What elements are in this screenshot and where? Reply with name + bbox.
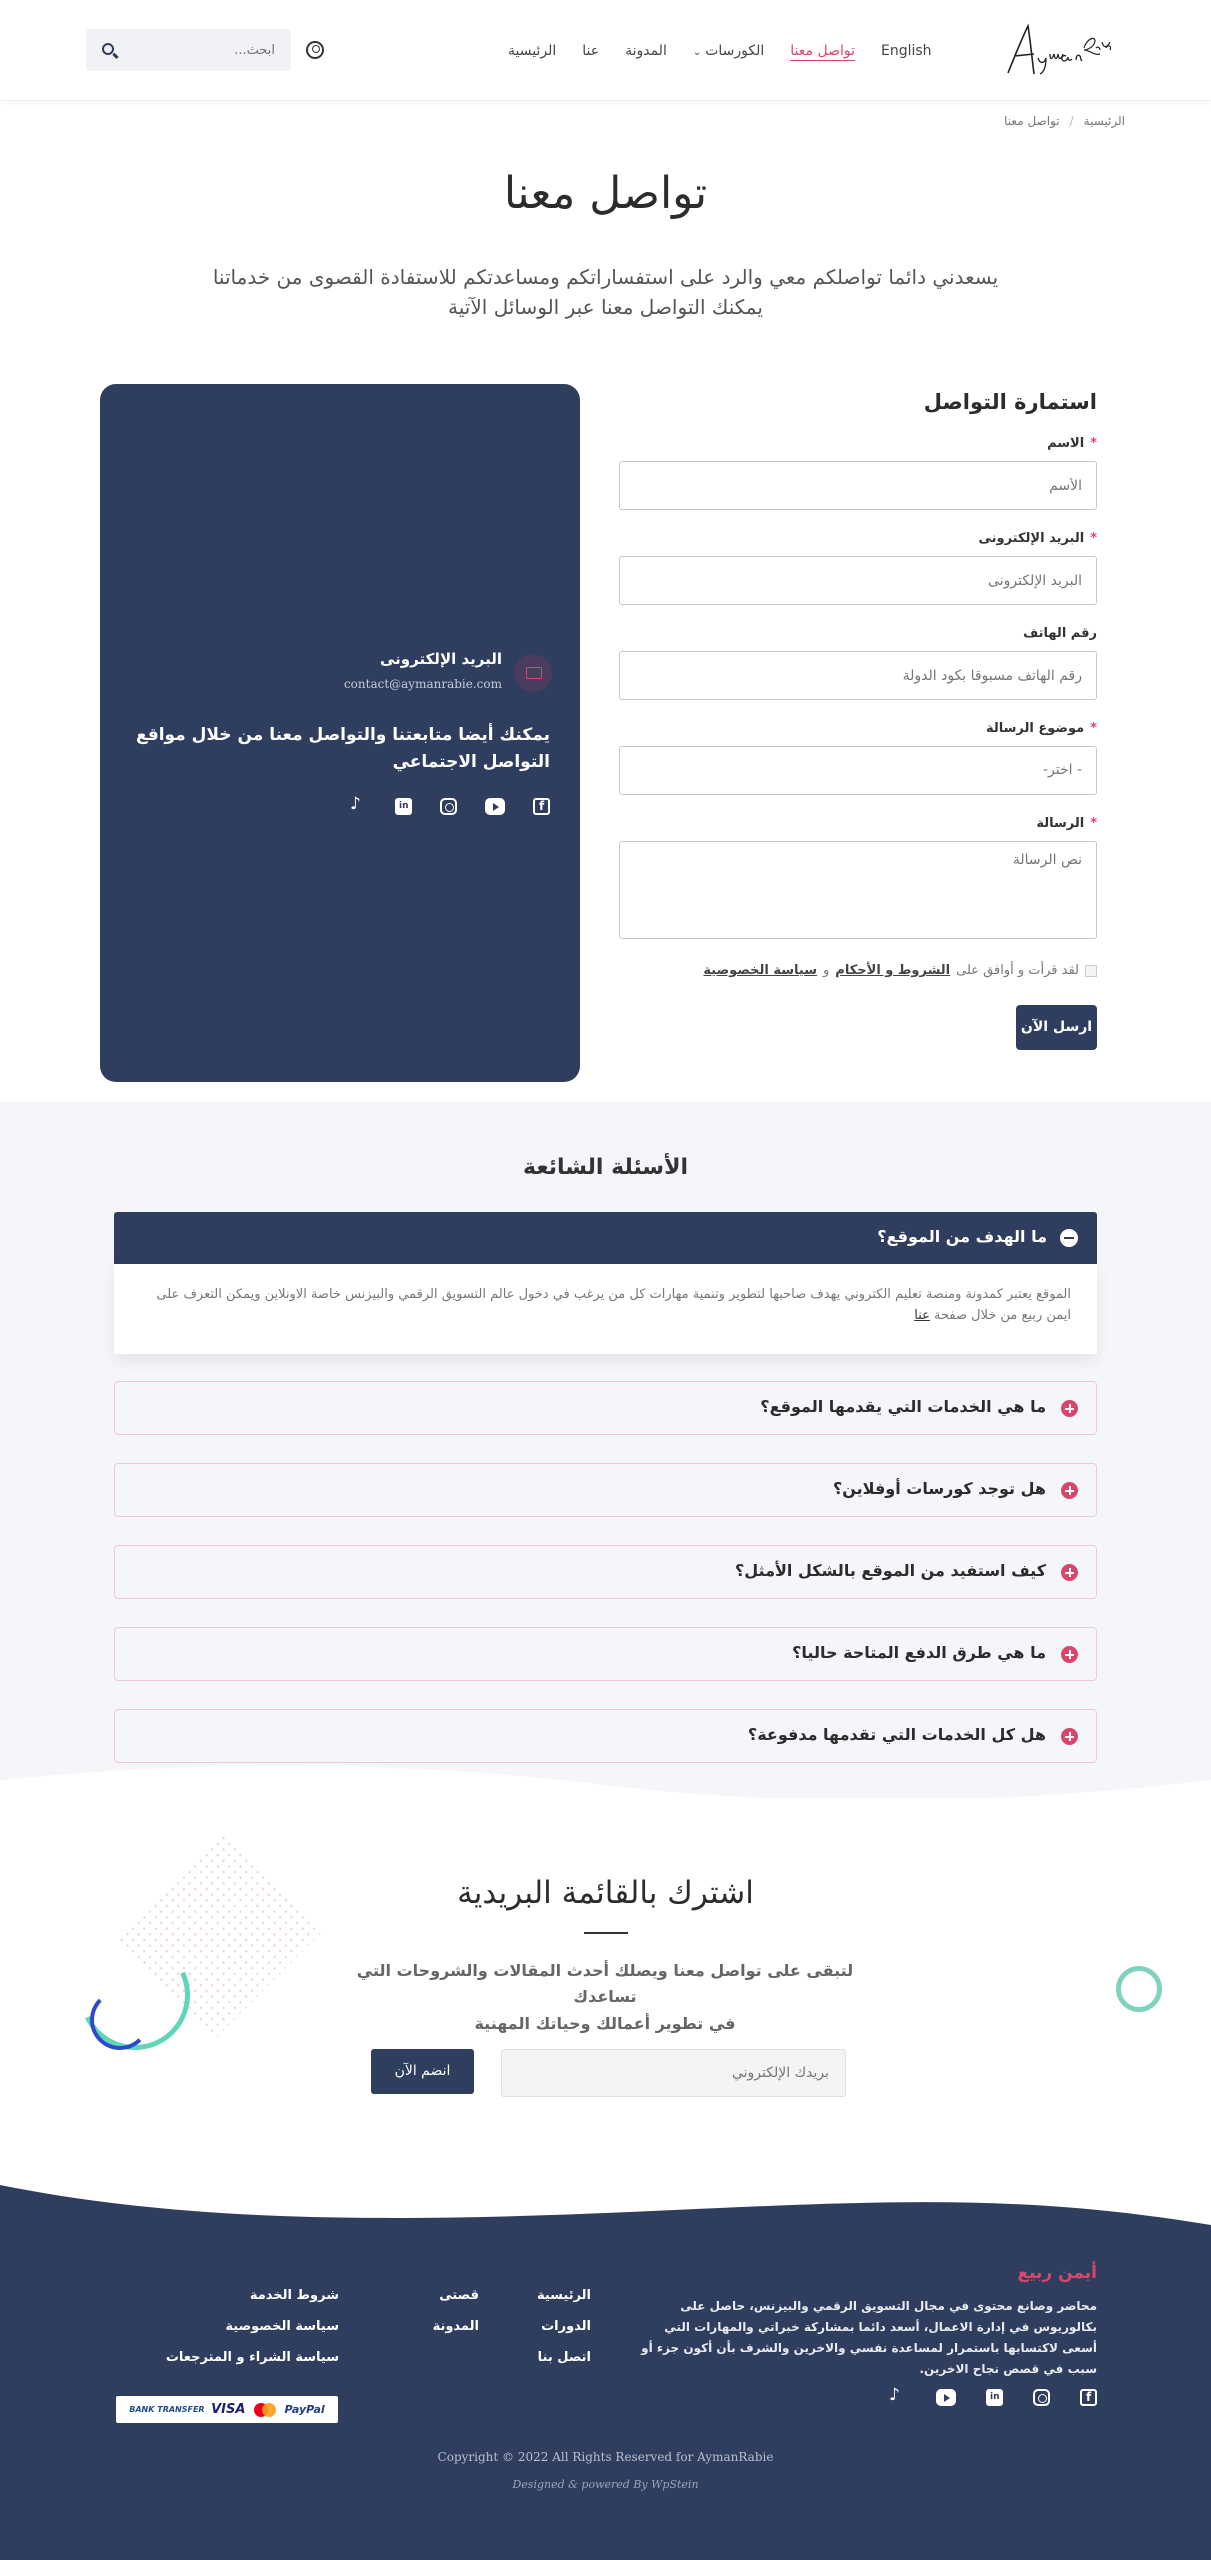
user-account-icon[interactable] bbox=[306, 41, 324, 59]
required-mark: * bbox=[1090, 816, 1097, 831]
send-button[interactable]: ارسل الآن bbox=[1016, 1005, 1097, 1050]
phone-label: رقم الهاتف bbox=[1023, 626, 1097, 641]
faq-question: ما الهدف من الموقع؟ bbox=[877, 1227, 1047, 1246]
message-field[interactable] bbox=[619, 841, 1097, 939]
footer-link-home[interactable]: الرئيسية bbox=[536, 2288, 591, 2303]
card-email[interactable]: contact@aymanrabie.com bbox=[343, 677, 502, 691]
consent-prefix: لقد قرأت و أوافق على bbox=[956, 963, 1079, 978]
message-label-text: الرسالة bbox=[1036, 816, 1085, 831]
card-social-links bbox=[350, 798, 550, 815]
faq-item[interactable] bbox=[114, 1463, 1097, 1517]
tiktok-icon[interactable] bbox=[889, 2389, 906, 2406]
linkedin-icon[interactable] bbox=[395, 798, 412, 815]
form-title: استمارة التواصل bbox=[923, 390, 1097, 414]
breadcrumb-separator: / bbox=[1069, 114, 1074, 128]
consent-and: و bbox=[823, 963, 830, 978]
newsletter-line-1: لتبقى على تواصل معنا ويصلك أحدث المقالات والشروحات التي تساعدك bbox=[356, 1961, 854, 2007]
required-mark: * bbox=[1090, 721, 1097, 736]
breadcrumb bbox=[1004, 114, 1125, 128]
minus-circle-icon bbox=[1060, 1229, 1078, 1247]
name-field[interactable] bbox=[619, 461, 1097, 510]
footer-social-links bbox=[889, 2389, 1097, 2406]
privacy-link[interactable]: سياسة الخصوصية bbox=[703, 963, 818, 978]
footer-link-terms[interactable]: شروط الخدمة bbox=[249, 2288, 339, 2303]
required-mark: * bbox=[1090, 531, 1097, 546]
youtube-icon[interactable] bbox=[936, 2389, 956, 2406]
intro-line-1: يسعدني دائما تواصلكم معي والرد على استفساراتكم ومساعدتكم للاستفادة القصوى من خدماتنا bbox=[212, 265, 999, 289]
search-box bbox=[86, 29, 291, 71]
footer-links-policies bbox=[166, 2280, 339, 2374]
site-logo[interactable] bbox=[1000, 18, 1115, 83]
nav-item-about[interactable]: عنا bbox=[582, 43, 600, 59]
contact-info-card bbox=[100, 384, 580, 1082]
footer-links-story bbox=[433, 2280, 479, 2342]
nav-item-english[interactable]: English bbox=[881, 43, 932, 59]
plus-circle-icon bbox=[1061, 1564, 1078, 1581]
name-label bbox=[1047, 436, 1097, 451]
faq-answer bbox=[114, 1264, 1097, 1354]
plus-circle-icon bbox=[1061, 1482, 1078, 1499]
nav-item-home[interactable]: الرئيسية bbox=[508, 43, 557, 59]
decorative-ring bbox=[1116, 1966, 1162, 2012]
breadcrumb-current: تواصل معنا bbox=[1004, 114, 1060, 128]
consent-row bbox=[703, 963, 1097, 978]
search-icon[interactable] bbox=[102, 43, 114, 55]
faq-answer-text bbox=[141, 1284, 1071, 1327]
main-nav bbox=[495, 38, 945, 64]
faq-question: ما هي الخدمات التي يقدمها الموقع؟ bbox=[760, 1397, 1046, 1416]
bank-transfer-logo: BANK TRANSFER bbox=[129, 2405, 205, 2414]
decorative-ring bbox=[90, 1990, 150, 2050]
faq-question: ما هي طرق الدفع المتاحة حاليا؟ bbox=[792, 1643, 1046, 1662]
footer-link-courses[interactable]: الدورات bbox=[541, 2319, 591, 2335]
paypal-logo: PayPal bbox=[284, 2403, 325, 2416]
plus-circle-icon bbox=[1061, 1646, 1078, 1663]
footer-link-story[interactable]: قصتى bbox=[439, 2288, 479, 2303]
newsletter-line-2: في تطوير أعمالك وحياتك المهنية bbox=[474, 2013, 736, 2033]
powered-by[interactable]: Designed & powered By WpStein bbox=[512, 2478, 699, 2491]
faq-item[interactable] bbox=[114, 1381, 1097, 1435]
name-label-text: الاسم bbox=[1047, 436, 1085, 451]
footer-brand: أيمن ربيع bbox=[1017, 2263, 1097, 2283]
faq-item-open[interactable] bbox=[114, 1212, 1097, 1264]
mastercard-logo bbox=[252, 2402, 278, 2418]
card-follow-text: يمكنك أيضا متابعتنا والتواصل معنا من خلال مواقع التواصل الاجتماعي bbox=[135, 725, 550, 773]
intro-line-2: يمكنك التواصل معنا عبر الوسائل الآتية bbox=[448, 295, 763, 319]
nav-item-blog[interactable]: المدونة bbox=[625, 43, 667, 59]
phone-field[interactable] bbox=[619, 651, 1097, 700]
plus-circle-icon bbox=[1061, 1400, 1078, 1417]
consent-checkbox[interactable] bbox=[1085, 965, 1097, 977]
faq-wave-divider bbox=[0, 1760, 1211, 1820]
email-label bbox=[978, 531, 1097, 546]
faq-question: كيف استفيد من الموقع بالشكل الأمثل؟ bbox=[734, 1561, 1046, 1580]
footer-link-blog[interactable]: المدونة bbox=[432, 2319, 479, 2335]
title-underline bbox=[584, 1932, 628, 1934]
page-title: تواصل معنا bbox=[503, 168, 708, 219]
newsletter-title: اشترك بالقائمة البريدية bbox=[457, 1875, 754, 1911]
card-email-title: البريد الإلكترونى bbox=[380, 650, 502, 668]
breadcrumb-home[interactable]: الرئيسية bbox=[1083, 114, 1125, 128]
nav-item-contact[interactable]: تواصل معنا bbox=[790, 43, 855, 59]
terms-link[interactable]: الشروط و الأحكام bbox=[835, 963, 951, 978]
subject-label-text: موضوع الرسالة bbox=[986, 721, 1085, 736]
subject-select[interactable]: - اختر- bbox=[619, 746, 1097, 795]
instagram-icon[interactable] bbox=[440, 798, 457, 815]
instagram-icon[interactable] bbox=[1033, 2389, 1050, 2406]
faq-answer-body: الموقع يعتبر كمدونة ومنصة تعليم الكتروني يهدف صاحبها لتطوير وتنمية مهارات كل من يرغب في دخول عالم التسويق الرقمي والبيزنس خاصة الاونلاين ويمكن التعرف على ايمن ربيع من خلال صفحة bbox=[156, 1287, 1071, 1324]
payment-methods bbox=[116, 2396, 338, 2423]
site-header bbox=[0, 0, 1211, 101]
email-field[interactable] bbox=[619, 556, 1097, 605]
nav-item-courses[interactable] bbox=[680, 38, 777, 64]
copyright: Copyright © 2022 All Rights Reserved for AymanRabie bbox=[437, 2450, 774, 2464]
required-mark: * bbox=[1090, 436, 1097, 451]
about-link[interactable]: عنا bbox=[914, 1308, 930, 1324]
faq-title: الأسئلة الشائعة bbox=[523, 1155, 688, 1180]
message-label bbox=[1036, 816, 1097, 831]
search-input[interactable] bbox=[125, 43, 275, 58]
linkedin-icon[interactable] bbox=[986, 2389, 1003, 2406]
tiktok-icon[interactable] bbox=[350, 798, 367, 815]
youtube-icon[interactable] bbox=[485, 798, 505, 815]
newsletter-subtitle bbox=[330, 1958, 880, 2037]
chevron-down-icon: ⌄ bbox=[692, 47, 702, 58]
intro-text bbox=[160, 262, 1051, 322]
faq-item[interactable] bbox=[114, 1627, 1097, 1681]
email-label-text: البريد الإلكترونى bbox=[978, 531, 1085, 546]
footer-link-refunds[interactable]: سياسة الشراء و المترجعات bbox=[165, 2350, 339, 2366]
faq-section bbox=[0, 1102, 1211, 1798]
nav-item-courses-label: الكورسات bbox=[705, 43, 765, 59]
subject-label bbox=[986, 721, 1097, 736]
footer-link-privacy[interactable]: سياسة الخصوصية bbox=[225, 2319, 339, 2335]
facebook-icon[interactable] bbox=[533, 798, 550, 815]
mail-icon bbox=[514, 654, 552, 692]
facebook-icon[interactable] bbox=[1080, 2389, 1097, 2406]
faq-item[interactable] bbox=[114, 1545, 1097, 1599]
faq-question: هل كل الخدمات التي تقدمها مدفوعة؟ bbox=[747, 1725, 1046, 1744]
newsletter-email-input[interactable] bbox=[501, 2049, 846, 2097]
footer-link-contact[interactable]: اتصل بنا bbox=[537, 2350, 591, 2366]
faq-item[interactable] bbox=[114, 1709, 1097, 1763]
newsletter-join-button[interactable]: انضم الآن bbox=[371, 2049, 474, 2094]
visa-logo: VISA bbox=[211, 2402, 246, 2417]
footer-about: محاضر وصانع محتوى في مجال التسويق الرقمي والبيزنس، حاصل على بكالوريوس في إدارة الاعمال، أسعد دائما بمشاركة خبراتي والمهارات التي أسعى لاكتسابها باستمرار لمساعدة نفسي والاخرين والشرف بأن أكون جزء أو سبب في قصص نجاح الاخرين. bbox=[641, 2299, 1097, 2376]
footer-links-main bbox=[537, 2280, 591, 2374]
faq-question: هل توجد كورسات أوفلاين؟ bbox=[832, 1479, 1046, 1498]
plus-circle-icon bbox=[1061, 1728, 1078, 1745]
